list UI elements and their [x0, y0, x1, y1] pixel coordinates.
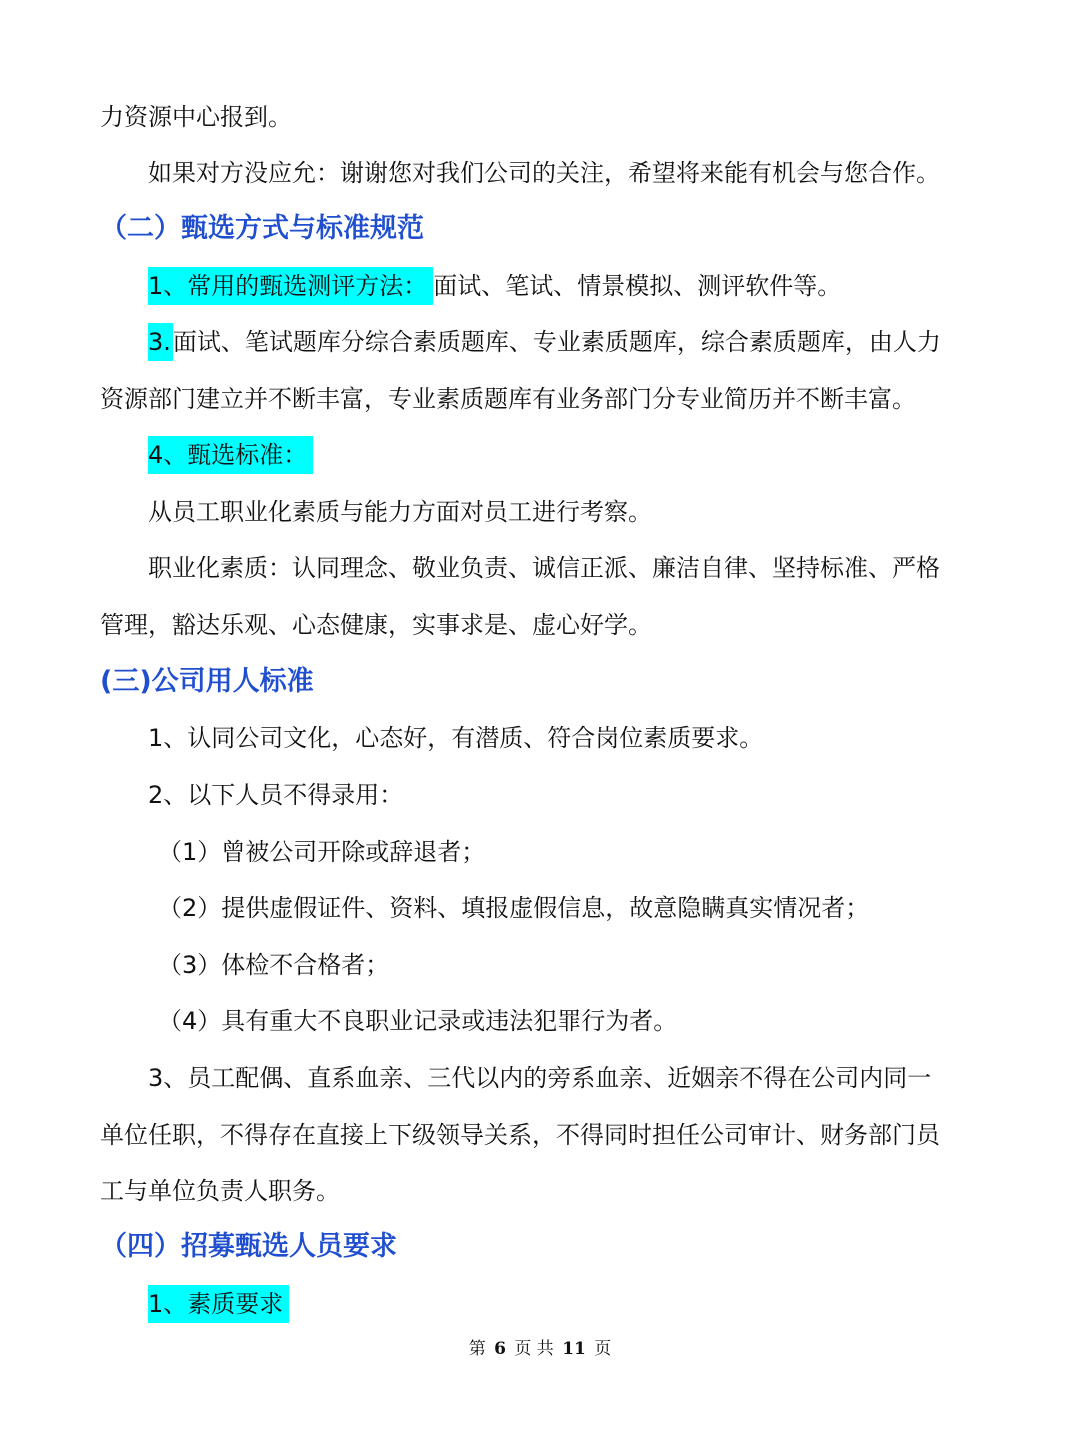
- exclusion-item: （2）提供虚假证件、资料、填报虚假信息，故意隐瞒真实情况者；: [158, 894, 870, 922]
- footer-middle: 页 共: [514, 1339, 554, 1359]
- question-bank-text: 面试、笔试题库分综合素质题库、专业素质题库，综合素质题库，由人力: [172, 328, 941, 356]
- question-bank-item: [148, 325, 1038, 359]
- hiring-standard-item-3-cont: 单位任职，不得存在直接上下级领导关系，不得同时担任公司审计、财务部门员: [100, 1121, 940, 1149]
- exclusion-item: （1）曾被公司开除或辞退者；: [158, 838, 486, 866]
- total-page-number: 11: [562, 1339, 586, 1359]
- quality-paragraph: 职业化素质：认同理念、敬业负责、诚信正派、廉洁自律、坚持标准、严格: [148, 554, 940, 582]
- standard-item: [148, 438, 1038, 472]
- question-bank-text-cont: 资源部门建立并不断丰富，专业素质题库有业务部门分专业简历并不断丰富。: [100, 385, 916, 413]
- section-heading-4: （四）招募甄选人员要求: [100, 1231, 397, 1262]
- assessment-paragraph: 从员工职业化素质与能力方面对员工进行考察。: [148, 498, 652, 526]
- footer-prefix: 第: [468, 1339, 486, 1359]
- method-item: [148, 269, 1038, 303]
- highlighted-label: 3.: [148, 323, 173, 361]
- exclusion-item: （3）体检不合格者；: [158, 951, 390, 979]
- page-footer: [0, 1336, 1080, 1362]
- hiring-standard-item-2: 2、以下人员不得录用：: [148, 781, 404, 809]
- section-heading-3: (三)公司用人标准: [100, 666, 314, 697]
- continued-paragraph-line: 力资源中心报到。: [100, 103, 292, 131]
- section-heading-2: （二）甄选方式与标准规范: [100, 213, 424, 244]
- reply-paragraph: 如果对方没应允：谢谢您对我们公司的关注，希望将来能有机会与您合作。: [148, 159, 940, 187]
- hiring-standard-item-3: 3、员工配偶、直系血亲、三代以内的旁系血亲、近姻亲不得在公司内同一: [148, 1064, 932, 1092]
- highlighted-label: 4、甄选标准：: [148, 436, 313, 474]
- highlighted-label: 1、素质要求: [148, 1285, 289, 1323]
- exclusion-item: （4）具有重大不良职业记录或违法犯罪行为者。: [158, 1007, 678, 1035]
- highlighted-label: 1、常用的甄选测评方法：: [148, 267, 433, 305]
- quality-paragraph-cont: 管理，豁达乐观、心态健康，实事求是、虚心好学。: [100, 611, 652, 639]
- hiring-standard-item-3-cont: 工与单位负责人职务。: [100, 1177, 340, 1205]
- quality-requirement-item: [148, 1287, 1038, 1321]
- hiring-standard-item-1: 1、认同公司文化，心态好，有潜质、符合岗位素质要求。: [148, 724, 764, 752]
- footer-suffix: 页: [594, 1339, 612, 1359]
- method-item-text: 面试、笔试、情景模拟、测评软件等。: [433, 272, 842, 300]
- current-page-number: 6: [494, 1339, 506, 1359]
